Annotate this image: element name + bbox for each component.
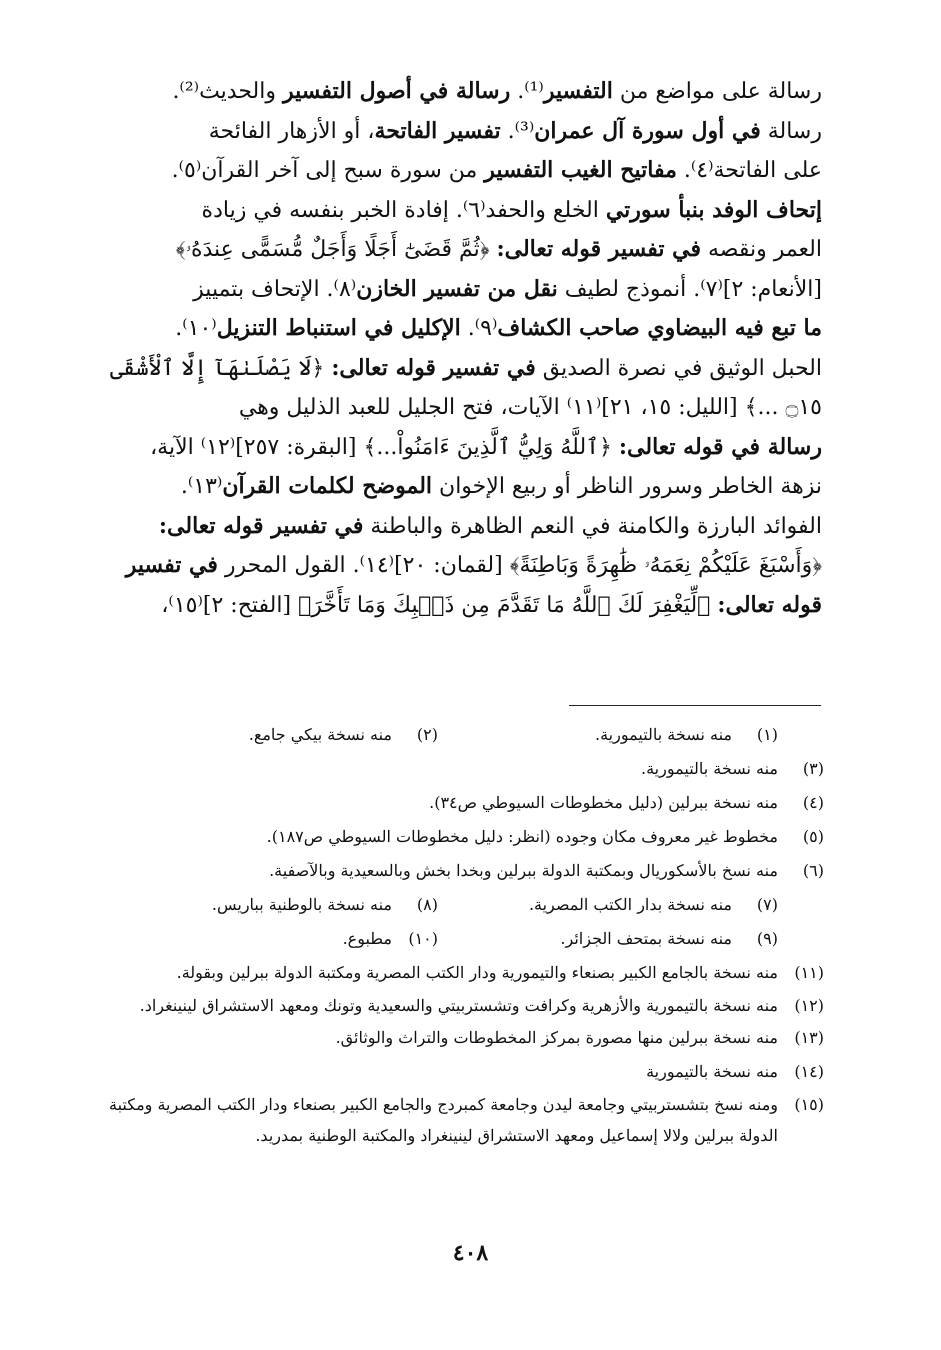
bold-title: تفسير الفاتحة (374, 117, 501, 144)
quran-verse: ﴿لِّيَغْفِرَ لَكَ ٱللَّهُ مَا تَقَدَّمَ مِن ذَنۢبِكَ وَمَا تَأَخَّرَ﴾ [الفتح: ٢]⁽١٥⁾، (161, 592, 718, 618)
footnote-number: (١٢) (794, 996, 824, 1015)
footnote-text: منه نسخ بالأسكوريال وبمكتبة الدولة ببرلين وبخدا بخش وبالسعيدية وبالآصفية. (269, 861, 778, 880)
text-run: رسالة (760, 118, 822, 144)
bold-title: رسالة في قوله تعالى: (618, 433, 822, 460)
footnotes (80, 718, 824, 1151)
footnote-text: منه نسخة بالتيمورية. (641, 759, 778, 778)
bold-title: مفاتيح الغيب التفسير (484, 157, 677, 183)
text-line (80, 270, 822, 310)
footnote-row (80, 718, 824, 752)
text-run: ۝١٥ ...﴾ [الليل: ١٥، ٢١]⁽١١⁾ الآيات، فتح الجليل للعبد الذليل وهي (238, 395, 822, 420)
quran-verse: ﴿ٱللَّهُ وَلِيُّ ٱلَّذِينَ ءَامَنُواْ...﴾ [البقرة: ٢٥٧]⁽١٢⁾ الآية، (150, 434, 619, 460)
footnote-item (249, 718, 438, 752)
footnote-text: منه نسخة بيكي جامع. (248, 725, 392, 744)
footnote-item (343, 922, 438, 956)
main-text (80, 72, 822, 625)
footnote-text: منه نسخة ببرلين (دليل مخطوطات السيوطي ص٣٤). (429, 793, 778, 812)
text-run: من سورة سبح إلى آخر القرآن⁽٥⁾. (171, 158, 485, 183)
quran-verse: ﴿لَا يَصْلَىٰهَآ إِلَّا ٱلْأَشْقَى (109, 355, 332, 381)
text-run: نزهة الخاطر وسرور الناظر أو ربيع الإخوان (432, 474, 822, 499)
text-run: ، أو الأزهار الفائحة (208, 118, 375, 144)
text-line (80, 467, 822, 507)
text-line (80, 428, 822, 468)
text-run: الحبل الوثيق في نصرة الصديق (535, 355, 822, 381)
footnote-text: منه نسخة بمتحف الجزائر. (560, 929, 732, 948)
footnote-text: مطبوع. (342, 929, 392, 948)
text-line (80, 309, 822, 349)
text-line (80, 151, 822, 191)
text-run: رسالة على مواضع من (612, 79, 822, 104)
bold-title: في تفسير قوله تعالى: (158, 512, 364, 539)
footnote-row (80, 922, 824, 956)
footnote-text: منه نسخة بالجامع الكبير بصنعاء والتيمورية ودار الكتب المصرية ومكتبة الدولة ببرلين وبقولة. (176, 963, 778, 982)
bold-title: الإكليل في استنباط التنزيل (216, 315, 461, 341)
bold-title: في تفسير (125, 552, 218, 578)
footnote-text: منه نسخة ببرلين منها مصورة بمركز المخطوطات والتراث والوثائق. (335, 1028, 778, 1047)
text-run: ⁽٩⁾. (460, 316, 498, 341)
text-line (80, 349, 822, 389)
footnote-item (80, 1089, 824, 1151)
footnote-item (438, 922, 778, 956)
text-run: والحديث⁽²⁾. (172, 79, 283, 104)
text-run: ⁽¹⁾. (510, 79, 544, 104)
bold-title: في تفسير قوله تعالى: (496, 236, 701, 262)
text-run: الفوائد البارزة والكامنة في النعم الظاهرة والباطنة (363, 513, 822, 539)
quran-verse: ﴿ثُمَّ قَضَىٰٓ أَجَلًا وَأَجَلٌ مُّسَمًّى عِندَهُۥ﴾ (175, 237, 497, 262)
footnote-text: منه نسخة بالتيمورية. (595, 725, 732, 744)
text-run: ⁽³⁾. (500, 118, 535, 144)
footnote-item (80, 956, 824, 990)
text-run: ⁽١٠⁾. (175, 316, 217, 341)
bold-title: التفسير (543, 78, 613, 104)
text-line (80, 586, 822, 626)
footnote-text: ومنه نسخ بتشستربيتي وجامعة ليدن وجامعة كمبردج والجامع الكبير بصنعاء ودار الكتب المصرية ومكتبة الدولة ببرلين ولالا إسماعيل ومعهد الاستشراق لينينغراد والمكتبة الوطنية بمدريد. (109, 1095, 778, 1145)
quran-verse: ﴿وَأَسْبَغَ عَلَيْكُمْ نِعَمَهُۥ ظَٰهِرَةً وَبَاطِنَةً﴾ [لقمان: ٢٠]⁽١٤⁾. القول المحرر (217, 553, 822, 578)
footnote-item (80, 1021, 824, 1055)
bold-title: ما تبع فيه البيضاوي صاحب الكشاف (497, 315, 822, 341)
footnote-separator (569, 705, 821, 706)
text-line (80, 388, 822, 428)
footnote-text: مخطوط غير معروف مكان وجوده (انظر: دليل مخطوطات السيوطي ص١٨٧). (266, 827, 778, 846)
text-line (80, 112, 822, 152)
text-run: ⁽٨⁾. الإتحاف بتمييز (193, 276, 357, 302)
footnote-number: (١٠) (408, 929, 438, 948)
text-line (80, 507, 822, 547)
footnote-item (212, 888, 438, 922)
bold-title: في تفسير قوله تعالى: (331, 354, 536, 381)
footnote-item (438, 718, 778, 752)
footnote-number: (١٣) (794, 1028, 824, 1047)
footnote-number: (٦) (802, 861, 824, 880)
footnote-number: (١١) (794, 963, 824, 982)
footnote-text: منه نسخة بالتيمورية والأزهرية وكرافت وتشستربيتي والسعيدية وتونك ومعهد الاستشراق لينينغراد. (139, 996, 778, 1015)
footnote-item (80, 854, 824, 888)
page-number: ٤٠٨ (452, 1240, 489, 1266)
text-line (80, 72, 822, 112)
footnote-number: (١٤) (794, 1062, 824, 1081)
bold-title: في أول سورة آل عمران (534, 117, 761, 144)
text-run: ⁽١٣⁾. (180, 474, 223, 499)
footnote-row (80, 888, 824, 922)
text-run: على الفاتحة⁽٤⁾. (676, 158, 822, 183)
footnote-item (80, 786, 824, 820)
text-run: العمر ونقصه (700, 237, 822, 262)
footnote-number: (٢) (416, 725, 438, 744)
bold-title: الموضح لكلمات القرآن (222, 473, 433, 499)
footnote-text: منه نسخة بدار الكتب المصرية. (528, 895, 732, 914)
footnote-text: منه نسخة بالوطنية بباريس. (211, 895, 392, 914)
text-line (80, 546, 822, 586)
text-run: [الأنعام: ٢]⁽٧⁾. أنموذج لطيف (557, 276, 822, 302)
footnote-text: منه نسخة بالتيمورية (646, 1062, 778, 1081)
footnote-number: (٤) (802, 793, 824, 812)
bold-title: إتحاف الوفد بنبأ سورتي (605, 196, 822, 223)
footnote-number: (١٥) (794, 1095, 824, 1114)
bold-title: نقل من تفسير الخازن (356, 275, 558, 302)
footnote-number: (١) (756, 725, 778, 744)
footnote-number: (٣) (802, 759, 824, 778)
footnote-number: (٧) (756, 895, 778, 914)
footnote-item (80, 820, 824, 854)
footnote-item (80, 752, 824, 786)
text-line (80, 191, 822, 231)
footnote-item (80, 1055, 824, 1089)
footnote-number: (٩) (756, 929, 778, 948)
text-line (80, 230, 822, 270)
bold-title: رسالة في أصول التفسير (282, 78, 511, 104)
footnote-number: (٨) (416, 895, 438, 914)
footnote-item (438, 888, 778, 922)
bold-title: قوله تعالى: (717, 591, 822, 618)
footnote-number: (٥) (802, 827, 824, 846)
footnote-item (80, 990, 824, 1021)
text-run: الخلع والحفد⁽٦⁾. إفادة الخبر بنفسه في زيادة (201, 197, 606, 223)
